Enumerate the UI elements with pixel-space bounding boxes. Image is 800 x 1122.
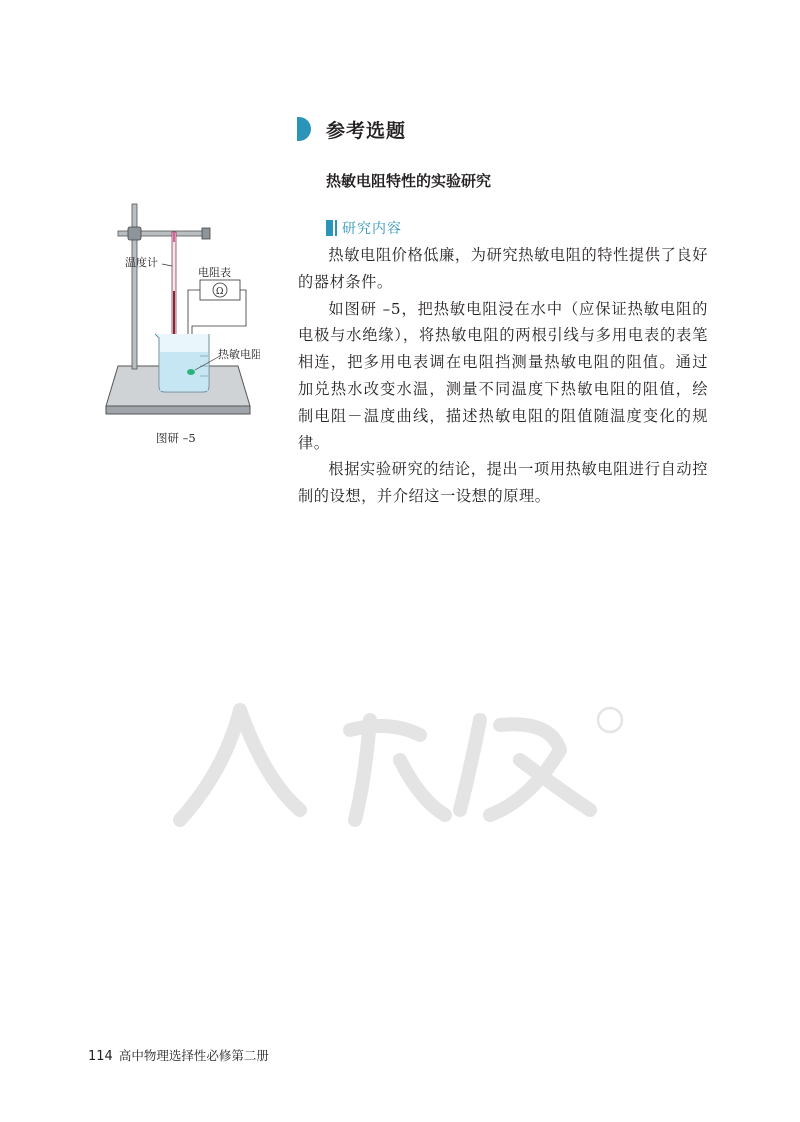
subsection-bar-thin-icon — [335, 220, 337, 236]
section-marker-icon — [297, 117, 311, 141]
beaker-water — [160, 352, 208, 391]
publisher-watermark — [170, 690, 640, 840]
paragraph: 如图研 –5，把热敏电阻浸在水中（应保证热敏电阻的电极与水绝缘），将热敏电阻的两根引线与多用电表的表笔相连，把多用电表调在电阻挡测量热敏电阻的阻值。通过加兑热水改变水温，测量不同温度下热敏电阻的阻值，绘制电阻－温度曲线，描述热敏电阻的阻值随温度变化的规律。 — [298, 299, 708, 452]
thermometer-pointer — [162, 264, 172, 266]
body-text — [298, 242, 708, 510]
label-thermometer: 温度计 — [125, 256, 158, 269]
subsection-heading — [326, 219, 402, 237]
apparatus-illustration — [100, 196, 260, 426]
stand-base-edge — [106, 406, 250, 414]
clamp-jaw — [202, 228, 210, 239]
ohm-symbol: Ω — [216, 287, 224, 297]
registered-mark-icon — [598, 708, 622, 732]
paragraph: 热敏电阻价格低廉，为研究热敏电阻的特性提供了良好的器材条件。 — [298, 246, 708, 291]
book-title: 高中物理选择性必修第二册 — [118, 1048, 269, 1063]
subsection-bar-icon — [326, 220, 333, 236]
clamp-boss — [128, 227, 141, 240]
subsection-label: 研究内容 — [342, 221, 402, 237]
page-footer — [88, 1046, 269, 1064]
topic-title: 热敏电阻特性的实验研究 — [326, 172, 492, 190]
thermistor — [187, 369, 195, 375]
figure-caption: 图研 –5 — [156, 431, 196, 445]
label-ohmmeter: 电阻表 — [198, 266, 231, 279]
label-thermistor: 热敏电阻 — [218, 348, 260, 361]
section-title: 参考选题 — [326, 120, 407, 142]
experiment-figure — [100, 196, 260, 426]
watermark-strokes — [180, 710, 590, 820]
paragraph: 根据实验研究的结论，提出一项用热敏电阻进行自动控制的设想，并介绍这一设想的原理。 — [298, 460, 708, 506]
thermometer-top — [173, 232, 175, 242]
page-number: 114 — [88, 1049, 113, 1064]
